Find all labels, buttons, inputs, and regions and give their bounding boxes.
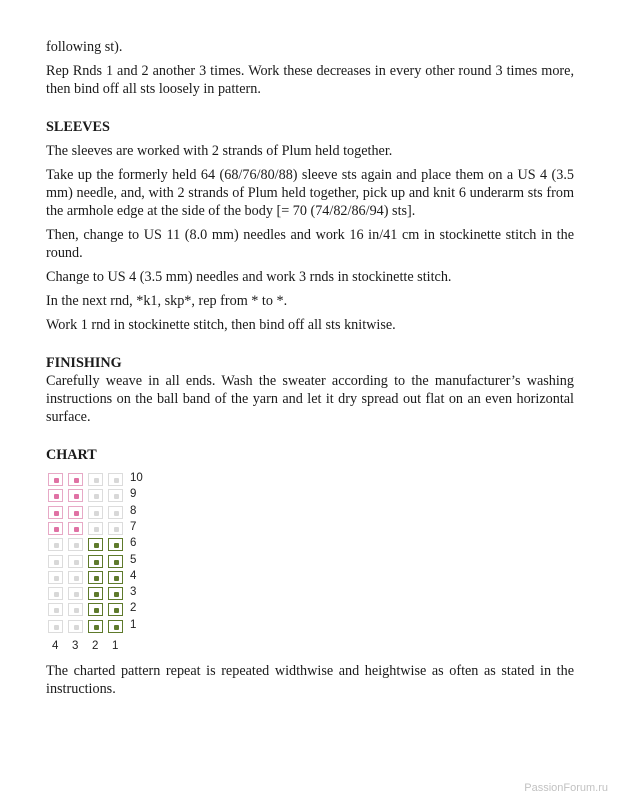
chart-stitch-dot xyxy=(54,625,59,630)
chart-row-label: 4 xyxy=(130,569,137,582)
chart-cell-empty xyxy=(68,571,83,584)
chart-stitch-dot xyxy=(94,527,99,532)
chart-cell-green xyxy=(88,620,103,633)
knitting-chart xyxy=(46,472,156,652)
sleeves-paragraph: Work 1 rnd in stockinette stitch, then bind off all sts knitwise. xyxy=(46,317,396,333)
chart-cell-green xyxy=(88,571,103,584)
chart-cell-empty xyxy=(48,538,63,551)
chart-row-label: 7 xyxy=(130,520,137,533)
chart-row-label: 10 xyxy=(130,472,143,484)
chart-stitch-dot xyxy=(54,543,59,548)
chart-column-label: 3 xyxy=(72,640,79,652)
watermark: PassionForum.ru xyxy=(524,782,608,794)
chart-row-label: 3 xyxy=(130,586,137,599)
chart-stitch-dot xyxy=(114,608,119,613)
sleeves-paragraph: In the next rnd, *k1, skp*, rep from * to *. xyxy=(46,293,288,309)
section-heading-chart: CHART xyxy=(46,447,97,463)
chart-row-label: 8 xyxy=(130,504,137,517)
chart-cell-empty xyxy=(68,620,83,633)
chart-stitch-dot xyxy=(74,625,79,630)
document-page xyxy=(46,38,574,698)
chart-cell-empty xyxy=(48,555,63,568)
chart-note: The charted pattern repeat is repeated widthwise and heightwise as often as stated in the instructions. xyxy=(46,663,574,697)
chart-cell-green xyxy=(108,555,123,568)
chart-cell-empty xyxy=(48,603,63,616)
chart-stitch-dot xyxy=(74,576,79,581)
chart-cell-green xyxy=(88,555,103,568)
sleeves-paragraph: Then, change to US 11 (8.0 mm) needles and work 16 in/41 cm in stockinette stitch in the round. xyxy=(46,227,574,261)
section-heading-finishing: FINISHING xyxy=(46,355,122,371)
chart-cell-pink xyxy=(48,473,63,486)
chart-cell-empty xyxy=(88,522,103,535)
chart-cell-empty xyxy=(48,587,63,600)
chart-cell-empty xyxy=(88,473,103,486)
paragraph-continuation: following st). xyxy=(46,39,123,55)
chart-stitch-dot xyxy=(114,576,119,581)
chart-cell-green xyxy=(108,538,123,551)
chart-stitch-dot xyxy=(114,527,119,532)
chart-stitch-dot xyxy=(114,494,119,499)
chart-stitch-dot xyxy=(54,478,59,483)
chart-stitch-dot xyxy=(54,494,59,499)
chart-stitch-dot xyxy=(114,625,119,630)
chart-column-label: 2 xyxy=(92,640,99,652)
chart-cell-green xyxy=(88,538,103,551)
chart-stitch-dot xyxy=(74,511,79,516)
chart-cell-green xyxy=(108,603,123,616)
chart-column-label: 4 xyxy=(52,640,59,652)
chart-cell-empty xyxy=(88,489,103,502)
chart-stitch-dot xyxy=(74,592,79,597)
chart-stitch-dot xyxy=(74,527,79,532)
chart-row-label: 2 xyxy=(130,602,137,615)
chart-stitch-dot xyxy=(114,592,119,597)
chart-cell-green xyxy=(88,587,103,600)
chart-stitch-dot xyxy=(114,543,119,548)
chart-stitch-dot xyxy=(54,560,59,565)
chart-cell-pink xyxy=(68,506,83,519)
chart-cell-empty xyxy=(108,506,123,519)
chart-cell-pink xyxy=(68,473,83,486)
chart-cell-green xyxy=(108,587,123,600)
chart-cell-empty xyxy=(68,555,83,568)
chart-stitch-dot xyxy=(94,478,99,483)
chart-cell-empty xyxy=(68,603,83,616)
chart-column-label: 1 xyxy=(112,640,119,652)
chart-stitch-dot xyxy=(94,625,99,630)
chart-cell-empty xyxy=(68,587,83,600)
chart-stitch-dot xyxy=(114,560,119,565)
chart-cell-empty xyxy=(48,571,63,584)
chart-cell-pink xyxy=(68,489,83,502)
chart-cell-empty xyxy=(68,538,83,551)
sleeves-paragraph: Take up the formerly held 64 (68/76/80/88) sleeve sts again and place them on a US 4 (3.5 mm) needle, and, with 2 strands of Plum held together, pick up and knit 6 underarm sts from the armhole edge at the side of the body [= 70 (74/82/86/94) sts]. xyxy=(46,167,574,219)
sleeves-paragraph: The sleeves are worked with 2 strands of Plum held together. xyxy=(46,143,393,159)
chart-cell-pink xyxy=(48,506,63,519)
chart-cell-empty xyxy=(108,473,123,486)
chart-stitch-dot xyxy=(74,494,79,499)
chart-cell-pink xyxy=(48,489,63,502)
chart-cell-green xyxy=(88,603,103,616)
finishing-paragraph: Carefully weave in all ends. Wash the sweater according to the manufacturer’s washing instructions on the ball band of the yarn and let it dry spread out flat on an even horizontal surface. xyxy=(46,373,574,425)
chart-stitch-dot xyxy=(74,608,79,613)
chart-stitch-dot xyxy=(94,608,99,613)
chart-stitch-dot xyxy=(114,511,119,516)
chart-stitch-dot xyxy=(54,527,59,532)
chart-cell-green xyxy=(108,620,123,633)
chart-stitch-dot xyxy=(74,560,79,565)
chart-stitch-dot xyxy=(94,494,99,499)
section-heading-sleeves: SLEEVES xyxy=(46,119,110,135)
chart-row-label: 9 xyxy=(130,488,137,501)
chart-stitch-dot xyxy=(94,543,99,548)
chart-stitch-dot xyxy=(54,511,59,516)
paragraph-repeat-rounds: Rep Rnds 1 and 2 another 3 times. Work these decreases in every other round 3 times more, then bind off all sts loosely in pattern. xyxy=(46,63,574,97)
chart-stitch-dot xyxy=(54,608,59,613)
chart-stitch-dot xyxy=(74,543,79,548)
chart-cell-empty xyxy=(108,489,123,502)
chart-stitch-dot xyxy=(74,478,79,483)
chart-row-label: 6 xyxy=(130,537,137,550)
chart-stitch-dot xyxy=(94,511,99,516)
chart-stitch-dot xyxy=(54,592,59,597)
chart-stitch-dot xyxy=(94,592,99,597)
chart-cell-empty xyxy=(48,620,63,633)
chart-row-label: 5 xyxy=(130,553,137,566)
chart-cell-empty xyxy=(88,506,103,519)
chart-stitch-dot xyxy=(94,560,99,565)
sleeves-paragraph: Change to US 4 (3.5 mm) needles and work 3 rnds in stockinette stitch. xyxy=(46,269,452,285)
chart-stitch-dot xyxy=(94,576,99,581)
chart-cell-green xyxy=(108,571,123,584)
chart-cell-empty xyxy=(108,522,123,535)
chart-stitch-dot xyxy=(54,576,59,581)
chart-cell-pink xyxy=(68,522,83,535)
chart-row-label: 1 xyxy=(130,618,137,631)
chart-cell-pink xyxy=(48,522,63,535)
chart-stitch-dot xyxy=(114,478,119,483)
